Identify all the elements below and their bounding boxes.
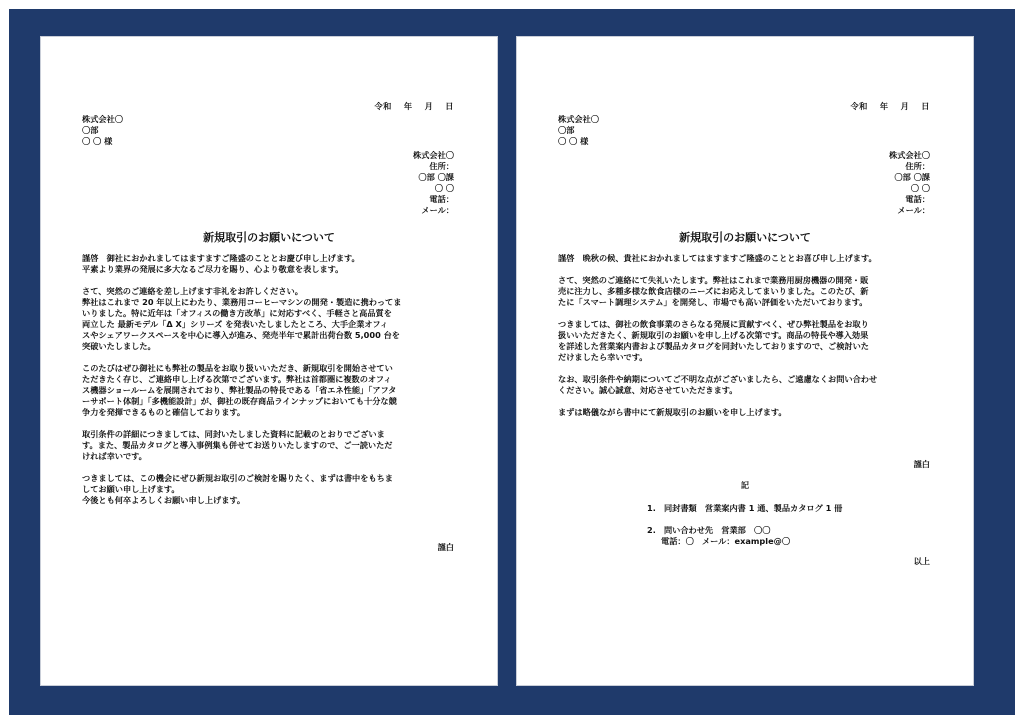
- text-line: まずは略儀ながら書中にて新規取引のお願いを申し上げます。: [558, 407, 787, 417]
- recipient-department: 〇部: [82, 125, 99, 135]
- sender-phone: 電話：: [429, 194, 454, 204]
- text-line: なお、取引条件や納期についてご不明な点がございましたら、ご遠慮なくお問い合わせ: [558, 374, 878, 384]
- list-item: [647, 525, 842, 547]
- text-line: 争力を発揮できるものと確信しております。: [82, 407, 246, 417]
- contact-detail: 電話：〇 メール：example@〇: [661, 536, 791, 546]
- sender-section: 〇部 〇課: [894, 172, 930, 182]
- recipient-company: 株式会社〇: [82, 114, 123, 124]
- sender-company: 株式会社〇: [889, 150, 930, 160]
- paragraph: [558, 275, 948, 308]
- recipient-block: [558, 114, 599, 147]
- sender-block: [889, 150, 930, 216]
- text-line: つきましては、御社の飲食事業のさらなる発展に貢献すべく、ぜひ弊社製品をお取り: [558, 319, 869, 329]
- text-line: いりました。特に近年は「オフィスの働き方改革」に対応すべく、手軽さと高品質を: [82, 308, 392, 318]
- text-line: ス機器ショールームを展開されており、弊社製品の特長である「省エネ性能」「アフタ: [82, 385, 397, 395]
- sender-phone: 電話：: [905, 194, 930, 204]
- paragraph: [82, 429, 472, 462]
- paragraph: [82, 473, 472, 506]
- text-line: ければ幸いです。: [82, 451, 147, 461]
- sender-name: 〇 〇: [434, 183, 454, 193]
- paragraph: [558, 253, 948, 264]
- text-line: 扱いいただきたく、新規取引のお願いを申し上げる次第です。商品の特長や導入効果: [558, 330, 869, 340]
- sender-email: メール：: [897, 205, 930, 215]
- text-line: さて、突然のご連絡にて失礼いたします。弊社はこれまで業務用厨房機器の開発・販: [558, 275, 869, 285]
- text-line: 謹啓 晩秋の候、貴社におかれましてはますますご隆盛のこととお喜び申し上げます。: [558, 253, 877, 263]
- recipient-company: 株式会社〇: [558, 114, 599, 124]
- sender-address: 住所：: [905, 161, 930, 171]
- text-line: 謹啓 御社におかれましてはますますご隆盛のこととお慶び申し上げます。: [82, 253, 360, 263]
- paragraph: [558, 374, 948, 396]
- date-line: 令和 年 月 日: [850, 101, 930, 111]
- closing-word: 謹白: [437, 542, 454, 552]
- date-line: 令和 年 月 日: [374, 101, 454, 111]
- paragraph: [558, 319, 948, 363]
- text-line: す。また、製品カタログと導入事例集も併せてお送りいたしますので、ご一読いただ: [82, 440, 393, 450]
- letter-page-right: [517, 37, 973, 685]
- sender-company: 株式会社〇: [413, 150, 454, 160]
- text-line: 売に注力し、多種多様な飲食店様のニーズにお応えしてまいりました。このたび、新: [558, 286, 869, 296]
- text-line: を詳述した営業案内書および製品カタログを同封いたしておりますので、ご検討いた: [558, 341, 869, 351]
- paragraph: [558, 407, 948, 418]
- sender-address: 住所：: [429, 161, 454, 171]
- text-line: ーサポート体制」「多機能設計」が、御社の既存商品ラインナップにおいても十分な競: [82, 396, 397, 406]
- list-item: [647, 503, 842, 514]
- recipient-name: 〇 〇 様: [82, 136, 113, 146]
- text-line: ただきたく存じ、ご連絡申し上げる次第でございます。弊社は首都圏に複数のオフィ: [82, 374, 392, 384]
- letter-title: 新規取引のお願いについて: [203, 231, 335, 244]
- letter-body: [558, 253, 948, 429]
- sender-name: 〇 〇: [910, 183, 930, 193]
- letter-body: [82, 253, 472, 517]
- recipient-block: [82, 114, 123, 147]
- sender-email: メール：: [421, 205, 454, 215]
- text-line: 平素より業界の発展に多大なるご尽力を賜り、心より敬意を表します。: [82, 264, 344, 274]
- text-line: たに「スマート調理システム」を開発し、市場でも高い評価をいただいております。: [558, 297, 868, 307]
- text-line: 取引条件の詳細につきましては、同封いたしました資料に記載のとおりでございま: [82, 429, 385, 439]
- text-line: 突破いたしました。: [82, 341, 156, 351]
- text-line: ください。誠心誠意、対応させていただきます。: [558, 385, 738, 395]
- text-line: つきましては、この機会にぜひ新規お取引のご検討を賜りたく、まずは書中をもちま: [82, 473, 393, 483]
- sender-section: 〇部 〇課: [418, 172, 454, 182]
- text-line: だけましたら幸いです。: [558, 352, 648, 362]
- recipient-name: 〇 〇 様: [558, 136, 589, 146]
- text-line: してお願い申し上げます。: [82, 484, 180, 494]
- paragraph: [82, 253, 472, 275]
- enclosure-list: [647, 503, 842, 558]
- letter-page-left: [41, 37, 497, 685]
- list-item-text: 1. 同封書類 営業案内書 1 通、製品カタログ 1 冊: [647, 503, 843, 513]
- ki-heading: 記: [740, 480, 750, 490]
- letter-title: 新規取引のお願いについて: [679, 231, 811, 244]
- list-item-text: 2. 問い合わせ先 営業部 〇〇: [647, 525, 771, 535]
- recipient-department: 〇部: [558, 125, 575, 135]
- text-line: さて、突然のご連絡を差し上げます非礼をお許しください。: [82, 286, 303, 296]
- text-line: 両立した 最新モデル「Δ X」シリーズ を発表いたしましたところ、大手企業オフィ: [82, 319, 389, 329]
- paragraph: [82, 363, 472, 418]
- text-line: 弊社はこれまで 20 年以上にわたり、業務用コーヒーマシンの開発・製造に携わってま: [82, 297, 402, 307]
- sender-block: [413, 150, 454, 216]
- paragraph: [82, 286, 472, 352]
- text-line: 今後とも何卒よろしくお願い申し上げます。: [82, 495, 246, 505]
- ijo-word: 以上: [913, 556, 930, 566]
- closing-word: 謹白: [913, 459, 930, 469]
- text-line: このたびはぜひ御社にも弊社の製品をお取り扱いいただき、新規取引を開始させてい: [82, 363, 393, 373]
- text-line: スやシェアワークスペースを中心に導入が進み、発売半年で累計出荷台数 5,000 台を: [82, 330, 400, 340]
